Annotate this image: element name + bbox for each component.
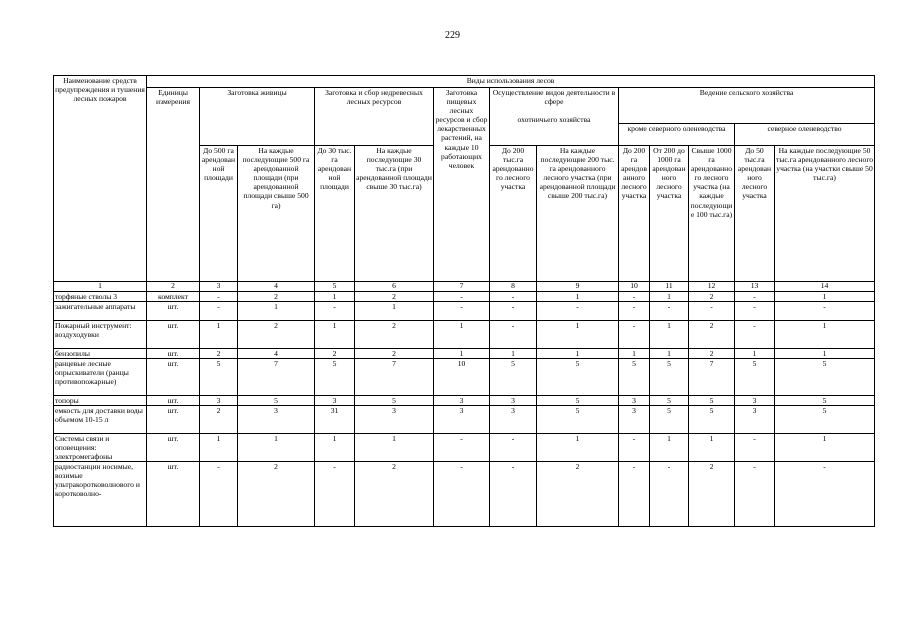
table-row [54, 348, 875, 358]
row-value: 5 [238, 395, 315, 405]
row-value: 1 [434, 348, 490, 358]
row-value: 2 [238, 291, 315, 301]
header-col-14: На каждые последующие 50 тыс.га арендованного лесного участка (на участки свыше 50 тыс.га) [775, 146, 875, 282]
column-number: 7 [434, 282, 490, 292]
row-value: - [650, 301, 689, 320]
row-value: 1 [355, 433, 434, 461]
row-value: - [775, 462, 875, 527]
row-value: - [735, 301, 775, 320]
row-value: 7 [689, 358, 735, 395]
row-value: 3 [355, 405, 434, 433]
row-value: 1 [537, 291, 619, 301]
row-value: - [200, 301, 238, 320]
row-value: 1 [650, 291, 689, 301]
row-value: 1 [775, 433, 875, 461]
row-value: 1 [650, 320, 689, 348]
header-col-10: До 200 га арендованного лесного участка [619, 146, 650, 282]
table-row [54, 405, 875, 433]
column-number: 4 [238, 282, 315, 292]
row-value: 2 [689, 320, 735, 348]
row-value: - [619, 433, 650, 461]
row-value: - [434, 433, 490, 461]
row-value: 3 [490, 405, 537, 433]
column-number: 1 [54, 282, 147, 292]
row-unit: шт. [147, 405, 200, 433]
row-value: - [434, 291, 490, 301]
row-value: 1 [537, 348, 619, 358]
page-number: 229 [445, 30, 460, 41]
row-name: топоры [54, 395, 147, 405]
header-col-6: На каждые последующие 30 тыс.га (при арендованной площади свыше 30 тыс.га) [355, 146, 434, 282]
row-value: 5 [775, 358, 875, 395]
row-value: 5 [490, 358, 537, 395]
row-value: 7 [238, 358, 315, 395]
row-value: 5 [619, 358, 650, 395]
row-value: - [735, 320, 775, 348]
header-col-12: Свыше 1000 га арендованного лесного участка (на каждые последующие 100 тыс.га) [689, 146, 735, 282]
row-value: 1 [689, 433, 735, 461]
row-value: 5 [355, 395, 434, 405]
row-name: ранцевые лесные опрыскиватели (ранцы противопожарные) [54, 358, 147, 395]
header-reindeer: северное оленеводство [735, 124, 875, 146]
row-unit: шт. [147, 433, 200, 461]
row-value: 5 [650, 358, 689, 395]
row-value: 3 [434, 405, 490, 433]
row-value: - [735, 433, 775, 461]
row-value: 5 [775, 405, 875, 433]
header-col-11: От 200 до 1000 га арендованного лесного участка [650, 146, 689, 282]
table-row [54, 395, 875, 405]
row-value: - [315, 462, 355, 527]
row-value: 31 [315, 405, 355, 433]
row-value: - [619, 462, 650, 527]
row-value: 3 [200, 395, 238, 405]
column-number: 9 [537, 282, 619, 292]
row-unit: комплект [147, 291, 200, 301]
row-value: 1 [537, 320, 619, 348]
row-value: 2 [238, 320, 315, 348]
row-value: 1 [315, 320, 355, 348]
row-value: - [650, 462, 689, 527]
row-value: 3 [619, 405, 650, 433]
row-value: 3 [490, 395, 537, 405]
row-value: 5 [689, 395, 735, 405]
row-value: - [619, 320, 650, 348]
column-number: 5 [315, 282, 355, 292]
row-value: 2 [355, 462, 434, 527]
header-unit-column: Единицы измерения [147, 88, 200, 282]
row-value: 1 [619, 348, 650, 358]
row-value: 2 [689, 462, 735, 527]
row-value: 10 [434, 358, 490, 395]
row-value: 1 [650, 433, 689, 461]
row-value: 2 [200, 348, 238, 358]
row-unit: шт. [147, 301, 200, 320]
row-value: 3 [735, 395, 775, 405]
row-value: 2 [689, 348, 735, 358]
row-value: 2 [355, 320, 434, 348]
row-value: - [490, 320, 537, 348]
row-value: 1 [775, 320, 875, 348]
row-value: - [315, 301, 355, 320]
header-col-8: До 200 тыс.га арендованного лесного участка [490, 146, 537, 282]
row-value: 1 [775, 291, 875, 301]
header-non-reindeer: кроме северного оленеводства [619, 124, 735, 146]
row-value: 5 [537, 395, 619, 405]
row-unit: шт. [147, 358, 200, 395]
row-value: 1 [315, 433, 355, 461]
row-value: - [200, 462, 238, 527]
row-value: 5 [689, 405, 735, 433]
table-row [54, 291, 875, 301]
header-food-resources: Заготовка пищевых лесных ресурсов и сбор лекарственных растений, на каждые 10 работающих человек [434, 88, 490, 282]
row-value: 3 [238, 405, 315, 433]
row-value: 2 [355, 348, 434, 358]
column-number: 12 [689, 282, 735, 292]
row-value: - [200, 291, 238, 301]
row-unit: шт. [147, 395, 200, 405]
equipment-norms-table [53, 75, 875, 527]
row-value: 5 [650, 395, 689, 405]
row-value: - [619, 291, 650, 301]
row-value: 5 [775, 395, 875, 405]
row-value: 5 [537, 358, 619, 395]
column-number: 3 [200, 282, 238, 292]
row-value: - [434, 462, 490, 527]
column-number: 14 [775, 282, 875, 292]
row-unit: шт. [147, 462, 200, 527]
row-value: 1 [735, 348, 775, 358]
column-number: 11 [650, 282, 689, 292]
row-value: 2 [238, 462, 315, 527]
row-value: 3 [619, 395, 650, 405]
row-value: 1 [200, 433, 238, 461]
column-number: 8 [490, 282, 537, 292]
row-value: 1 [355, 301, 434, 320]
column-number: 13 [735, 282, 775, 292]
row-name: зажигательные аппараты [54, 301, 147, 320]
row-value: 1 [200, 320, 238, 348]
row-value: - [490, 462, 537, 527]
row-value: - [490, 301, 537, 320]
column-number: 2 [147, 282, 200, 292]
row-value: 4 [238, 348, 315, 358]
row-value: 2 [315, 348, 355, 358]
header-col-13: До 50 тыс.га арендованного лесного участка [735, 146, 775, 282]
row-value: 1 [238, 301, 315, 320]
row-value: 7 [355, 358, 434, 395]
header-col-4: На каждые последующие 500 га арендованной площади (при арендованной площади свыше 500 га) [238, 146, 315, 282]
row-value: 1 [434, 320, 490, 348]
row-value: 3 [315, 395, 355, 405]
header-forest-use-types: Виды использования лесов [147, 76, 875, 88]
row-value: 5 [735, 358, 775, 395]
row-name: емкость для доставки воды объемом 10-15 л [54, 405, 147, 433]
row-value: - [735, 291, 775, 301]
row-value: 5 [650, 405, 689, 433]
row-value: - [490, 433, 537, 461]
row-value: 5 [315, 358, 355, 395]
row-value: 3 [434, 395, 490, 405]
header-hunting [490, 88, 619, 146]
header-col-9: На каждые последующие 200 тыс. га арендованного лесного участка (при арендованной площади свыше 200 тыс.га) [537, 146, 619, 282]
table-row [54, 358, 875, 395]
row-value: 1 [490, 348, 537, 358]
table-row [54, 301, 875, 320]
row-unit: шт. [147, 348, 200, 358]
row-value: 1 [650, 348, 689, 358]
header-col-5: До 30 тыс. га арендованной площади [315, 146, 355, 282]
column-number-row [54, 282, 875, 292]
table-row [54, 462, 875, 527]
row-value: - [735, 462, 775, 527]
row-value: - [689, 301, 735, 320]
header-col-3: До 500 га арендованной площади [200, 146, 238, 282]
column-number: 10 [619, 282, 650, 292]
row-value: 1 [775, 348, 875, 358]
column-number: 6 [355, 282, 434, 292]
row-name: Системы связи и оповещения: электромегафоны [54, 433, 147, 461]
header-name-column: Наименование средств предупреждения и тушения лесных пожаров [54, 76, 147, 282]
row-value: - [490, 291, 537, 301]
header-resin: Заготовка живицы [200, 88, 315, 146]
table-row [54, 433, 875, 461]
row-name: радиостанции носимые, возимые ультракоротковолнового и коротковолно- [54, 462, 147, 527]
row-value: 3 [735, 405, 775, 433]
row-value: 5 [537, 405, 619, 433]
table-body [54, 291, 875, 527]
row-value: - [619, 301, 650, 320]
row-value: - [537, 301, 619, 320]
header-agriculture: Ведение сельского хозяйства [619, 88, 875, 124]
row-value: 1 [537, 433, 619, 461]
header-non-wood: Заготовка и сбор недревесных лесных ресурсов [315, 88, 434, 146]
header-hunting-top: Осуществление видов деятельности в сфере [492, 88, 616, 107]
row-value: 2 [355, 291, 434, 301]
row-value: 2 [200, 405, 238, 433]
row-value: 1 [315, 291, 355, 301]
row-name: торфяные стволы 3 [54, 291, 147, 301]
table-row [54, 320, 875, 348]
row-value: - [775, 301, 875, 320]
row-value: 1 [238, 433, 315, 461]
header-hunting-sub: охотничьего хозяйства [517, 115, 591, 124]
row-value: 5 [200, 358, 238, 395]
row-value: - [434, 301, 490, 320]
row-unit: шт. [147, 320, 200, 348]
row-name: бензопилы [54, 348, 147, 358]
row-name: Пожарный инструмент: воздуходувки [54, 320, 147, 348]
row-value: 2 [689, 291, 735, 301]
row-value: 2 [537, 462, 619, 527]
